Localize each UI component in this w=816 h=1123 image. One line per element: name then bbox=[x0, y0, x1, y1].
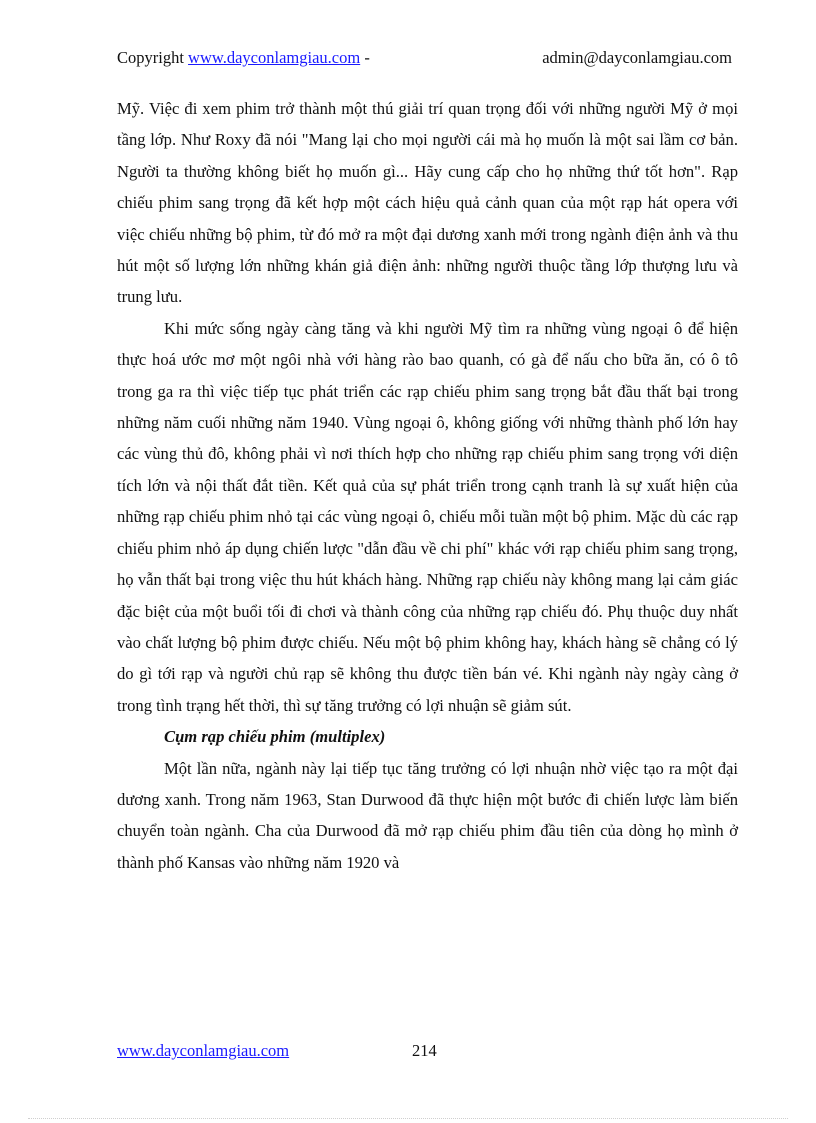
paragraph: Một lần nữa, ngành này lại tiếp tục tăng trưởng có lợi nhuận nhờ việc tạo ra một đại dương xanh. Trong năm 1963, Stan Durwood đã thực hiện một bước đi chiến lược làm biến chuyển toàn ngành. Cha của Durwood đã mở rạp chiếu phim đầu tiên của dòng họ mình ở thành phố Kansas vào những năm 1920 và bbox=[117, 758, 738, 872]
section-subheading: Cụm rạp chiếu phim (multiplex) bbox=[164, 727, 386, 747]
page-header bbox=[117, 48, 732, 72]
paragraph: Mỹ. Việc đi xem phim trở thành một thú giải trí quan trọng đối với những người Mỹ ở mọi tầng lớp. Như Roxy đã nói "Mang lại cho mọi người cái mà họ muốn là một sai lầm cơ bản. Người ta thường không biết họ muốn gì... Hãy cung cấp cho họ những thứ tốt hơn". Rạp chiếu phim sang trọng đã kết hợp một cách hiệu quả cảnh quan của một rạp hát opera với việc chiếu những bộ phim, từ đó mở ra một đại dương xanh mới trong ngành điện ảnh và thu hút một số lượng lớn những khán giả điện ảnh: những người thuộc tầng lớp thượng lưu và trung lưu. bbox=[117, 99, 738, 307]
page-footer bbox=[117, 1041, 738, 1065]
paragraph: Khi mức sống ngày càng tăng và khi người Mỹ tìm ra những vùng ngoại ô để hiện thực hoá ước mơ một ngôi nhà với hàng rào bao quanh, có gà để nấu cho bữa ăn, có ô tô trong ga ra thì việc tiếp tục phát triển các rạp chiếu phim sang trọng bắt đầu thất bại trong những năm cuối những năm 1940. Vùng ngoại ô, không giống với những thành phố lớn hay các vùng thủ đô, không phải vì nơi thích hợp cho những rạp chiếu phim sang trọng với diện tích lớn và nội thất đắt tiền. Kết quả của sự phát triển trong cạnh tranh là sự xuất hiện của những rạp chiếu phim nhỏ tại các vùng ngoại ô, chiếu mỗi tuần một bộ phim. Mặc dù các rạp chiếu phim nhỏ áp dụng chiến lược "dẫn đầu về chi phí" khác với rạp chiếu phim sang trọng, họ vẫn thất bại trong việc thu hút khách hàng. Những rạp chiếu này không mang lại cảm giác đặc biệt của một buổi tối đi chơi và thành công của những rạp chiếu đó. Phụ thuộc duy nhất vào chất lượng bộ phim được chiếu. Nếu một bộ phim không hay, khách hàng sẽ chẳng có lý do gì tới rạp và người chủ rạp sẽ không thu được tiền bán vé. Khi ngành này ngày càng ở trong tình trạng hết thời, thì sự tăng trưởng có lợi nhuận sẽ giảm sút. bbox=[117, 318, 738, 715]
copyright-label: Copyright bbox=[117, 48, 184, 67]
header-site-link[interactable]: www.dayconlamgiau.com bbox=[188, 48, 361, 67]
header-copyright bbox=[117, 48, 370, 68]
document-body bbox=[117, 93, 738, 878]
footer-site-link[interactable]: www.dayconlamgiau.com bbox=[117, 1041, 290, 1060]
header-separator: - bbox=[364, 48, 370, 67]
page-number: 214 bbox=[412, 1041, 437, 1060]
header-email: admin@dayconlamgiau.com bbox=[542, 48, 732, 67]
page-bottom-divider bbox=[28, 1118, 788, 1119]
